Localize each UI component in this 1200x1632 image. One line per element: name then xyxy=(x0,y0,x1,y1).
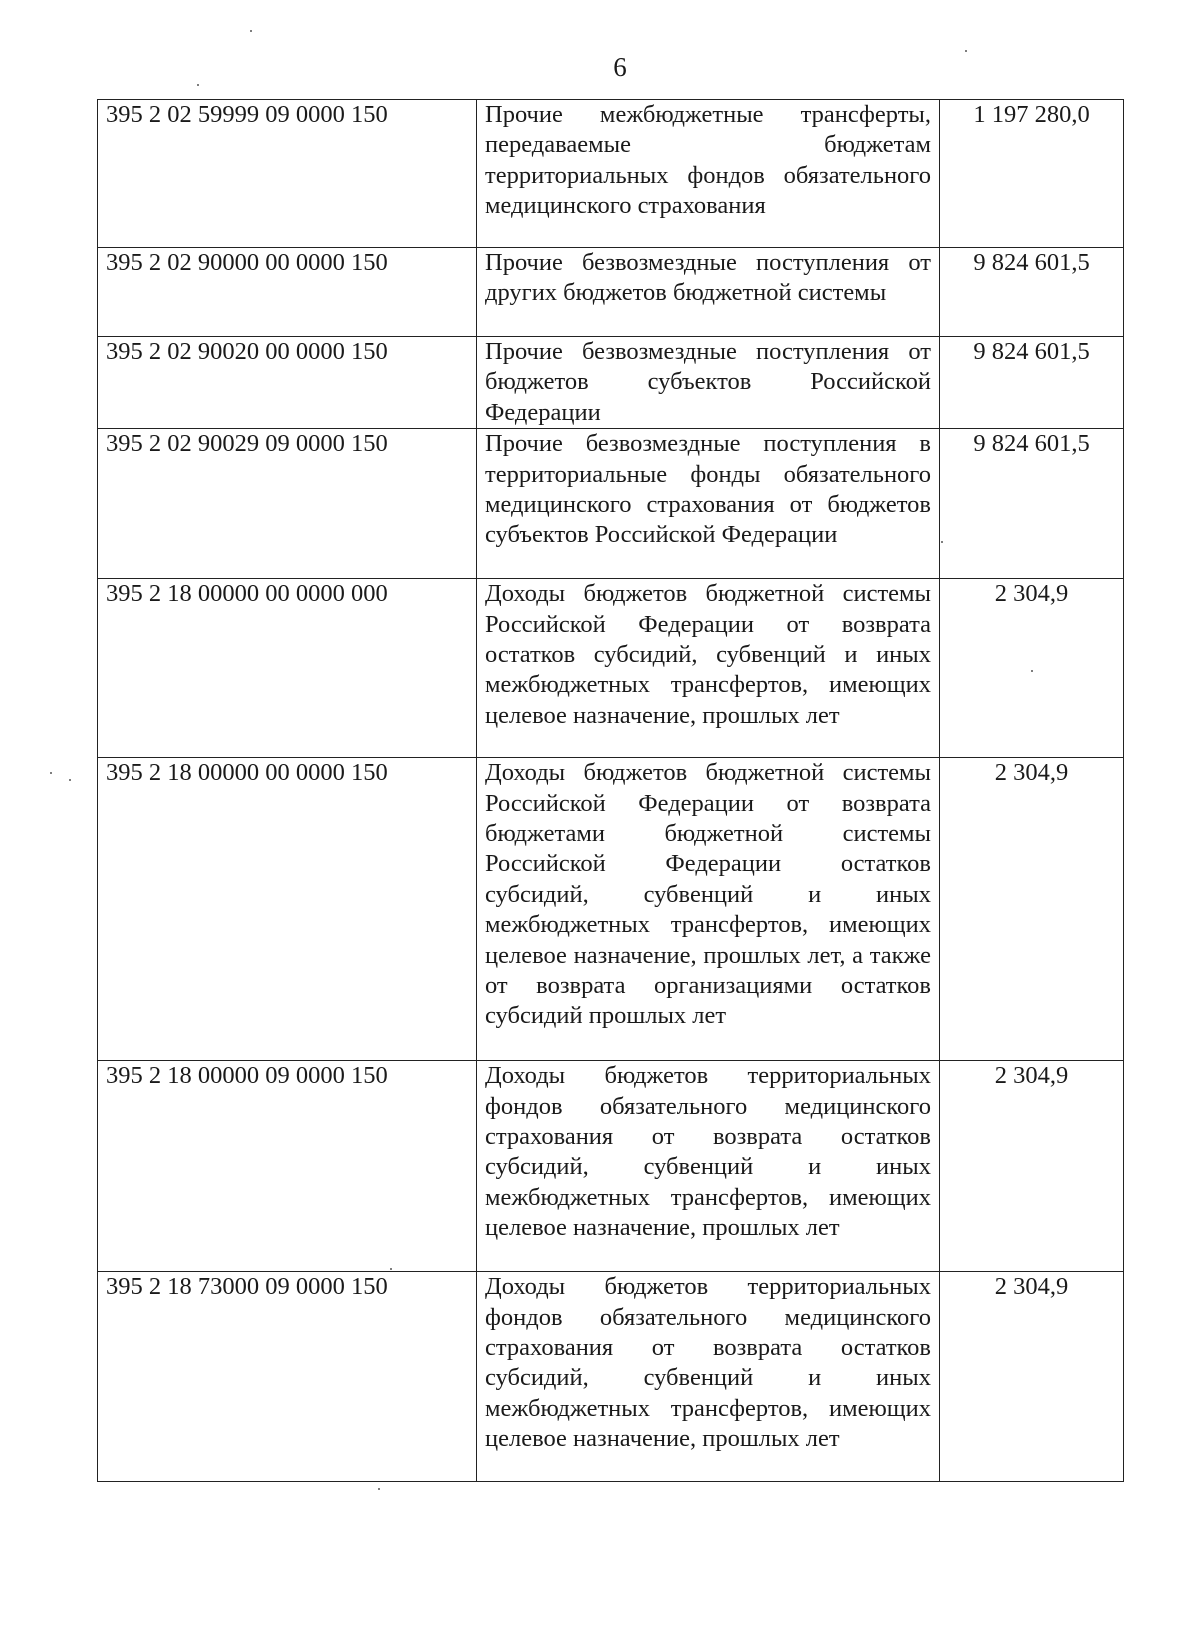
classification-code: 395 2 02 90029 09 0000 150 xyxy=(98,429,477,579)
revenue-description: Прочие межбюджетные трансферты, передаваемые бюджетам территориальных фондов обязательного медицинского страхования xyxy=(477,100,940,248)
amount-value: 2 304,9 xyxy=(940,1061,1124,1272)
amount-value: 1 197 280,0 xyxy=(940,100,1124,248)
revenue-description: Доходы бюджетов бюджетной системы Российской Федерации от возврата бюджетами бюджетной системы Российской Федерации остатков субсидий, субвенций и иных межбюджетных трансфертов, имеющих целевое назначение, прошлых лет, а также от возврата организациями остатков субсидий прошлых лет xyxy=(477,758,940,1061)
amount-value: 9 824 601,5 xyxy=(940,337,1124,429)
revenue-description: Прочие безвозмездные поступления от других бюджетов бюджетной системы xyxy=(477,248,940,337)
amount-value: 2 304,9 xyxy=(940,579,1124,758)
table-row xyxy=(98,337,1124,429)
scan-speck xyxy=(197,84,199,86)
table-row xyxy=(98,100,1124,248)
classification-code: 395 2 02 59999 09 0000 150 xyxy=(98,100,477,248)
table-row xyxy=(98,758,1124,1061)
scan-speck xyxy=(378,1488,380,1490)
scan-speck xyxy=(1031,670,1033,672)
table-row xyxy=(98,579,1124,758)
budget-revenue-table xyxy=(97,99,1124,1482)
classification-code: 395 2 02 90000 00 0000 150 xyxy=(98,248,477,337)
classification-code: 395 2 02 90020 00 0000 150 xyxy=(98,337,477,429)
table-row xyxy=(98,429,1124,579)
table-row xyxy=(98,248,1124,337)
amount-value: 2 304,9 xyxy=(940,758,1124,1061)
revenue-description: Прочие безвозмездные поступления от бюджетов субъектов Российской Федерации xyxy=(477,337,940,429)
scan-speck xyxy=(390,1268,392,1270)
amount-value: 2 304,9 xyxy=(940,1272,1124,1482)
scan-speck xyxy=(50,772,52,774)
revenue-description: Доходы бюджетов территориальных фондов обязательного медицинского страхования от возврата остатков субсидий, субвенций и иных межбюджетных трансфертов, имеющих целевое назначение, прошлых лет xyxy=(477,1061,940,1272)
classification-code: 395 2 18 00000 00 0000 150 xyxy=(98,758,477,1061)
amount-value: 9 824 601,5 xyxy=(940,429,1124,579)
table-row xyxy=(98,1272,1124,1482)
scan-speck xyxy=(69,779,71,781)
classification-code: 395 2 18 00000 09 0000 150 xyxy=(98,1061,477,1272)
table-row xyxy=(98,1061,1124,1272)
revenue-description: Прочие безвозмездные поступления в территориальные фонды обязательного медицинского страхования от бюджетов субъектов Российской Федерации xyxy=(477,429,940,579)
revenue-description: Доходы бюджетов бюджетной системы Российской Федерации от возврата остатков субсидий, субвенций и иных межбюджетных трансфертов, имеющих целевое назначение, прошлых лет xyxy=(477,579,940,758)
scan-speck xyxy=(965,50,967,52)
page-number: 6 xyxy=(613,52,627,82)
scan-speck xyxy=(250,30,252,32)
amount-value: 9 824 601,5 xyxy=(940,248,1124,337)
classification-code: 395 2 18 73000 09 0000 150 xyxy=(98,1272,477,1482)
classification-code: 395 2 18 00000 00 0000 000 xyxy=(98,579,477,758)
revenue-description: Доходы бюджетов территориальных фондов обязательного медицинского страхования от возврата остатков субсидий, субвенций и иных межбюджетных трансфертов, имеющих целевое назначение, прошлых лет xyxy=(477,1272,940,1482)
scan-speck xyxy=(941,541,943,543)
